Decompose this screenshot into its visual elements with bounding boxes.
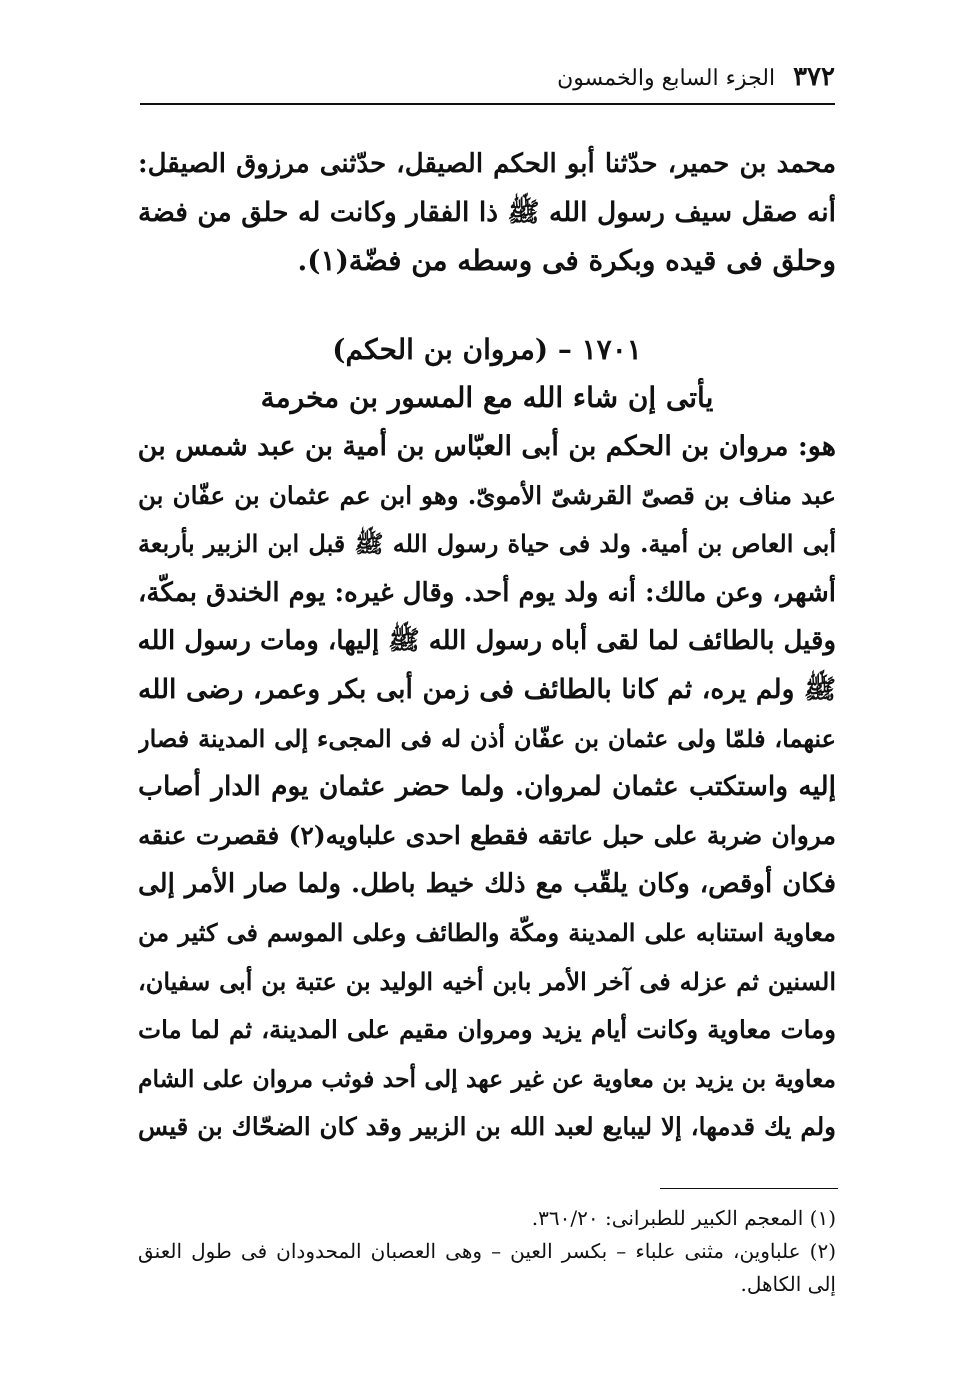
header-rule [140,103,835,105]
text-line: وقيل بالطائف لما لقى أباه رسول الله ﷺ إليها، ومات رسول الله [138,626,836,657]
footnotes [138,1202,836,1301]
text-line: معاوية استنابه على المدينة ومكّة والطائف وعلى الموسم فى كثير من [138,917,836,947]
text-line: محمد بن حمير، حدّثنا أبو الحكم الصيقل، حدّثنى مرزوق الصيقل: [138,149,836,179]
text-line: معاوية بن يزيد بن معاوية عن غير عهد إلى أحد فوثب مروان على الشام [138,1064,836,1093]
footnote-rule [660,1188,838,1189]
running-title: الجزء السابع والخمسون [557,66,776,91]
text-line: وحلق فى قيده وبكرة فى وسطه من فضّة(١). [297,244,836,278]
text-line: إليه واستكتب عثمان لمروان. ولما حضر عثمان يوم الدار أصاب [138,771,836,803]
footnote: إلى الكاهل. [740,1272,836,1296]
text-line: أنه صقل سيف رسول الله ﷺ ذا الفقار وكانت له حلق من فضة [138,196,836,228]
text-line: فكان أوقص، وكان يلقّب مع ذلك خيط باطل. ولما صار الأمر إلى [138,869,836,900]
page-number: ٣٧٢ [793,62,835,92]
entry-heading: ١٧٠١ – (مروان بن الحكم) [332,332,642,366]
footnote: (١) المعجم الكبير للطبرانى: ٣٦٠/٢٠. [531,1206,836,1230]
text-line: أشهر، وعن مالك: أنه ولد يوم أحد. وقال غيره: يوم الخندق بمكّة، [138,577,836,608]
text-line: مروان ضربة على حبل عاتقه فقطع احدى علباويه(٢) فقصرت عنقه [138,820,836,850]
entry-subheading: يأتى إن شاء الله مع المسور بن مخرمة [260,381,714,415]
footnote: (٢) علباوين، مثنى علباء – بكسر العين – وهى العصبان المحدودان فى طول العنق [138,1239,836,1263]
text-line: هو: مروان بن الحكم بن أبى العبّاس بن أمية بن عبد شمس بن [138,430,836,462]
text-line: عبد مناف بن قصىّ القرشىّ الأموىّ. وهو ابن عم عثمان بن عفّان بن [138,480,836,510]
running-header [140,62,835,102]
text-line: ﷺ ولم يره، ثم كانا بالطائف فى زمن أبى بكر وعمر، رضى الله [138,673,836,705]
text-line: عنهما، فلمّا ولى عثمان بن عفّان أذن له فى المجىء إلى المدينة فصار [138,723,836,753]
main-text [138,140,836,1152]
spacer [138,286,836,326]
text-line: السنين ثم عزله فى آخر الأمر بابن أخيه الوليد بن عتبة بن أبى سفيان، [138,966,836,996]
text-line: ولم يك قدمها، إلا ليبايع لعبد الله بن الزبير وقد كان الضحّاك بن قيس [138,1112,836,1142]
text-line: أبى العاص بن أمية. ولد فى حياة رسول الله ﷺ قبل ابن الزبير بأربعة [138,529,836,559]
text-line: ومات معاوية وكانت أيام يزيد ومروان مقيم على المدينة، ثم لما مات [138,1015,836,1045]
